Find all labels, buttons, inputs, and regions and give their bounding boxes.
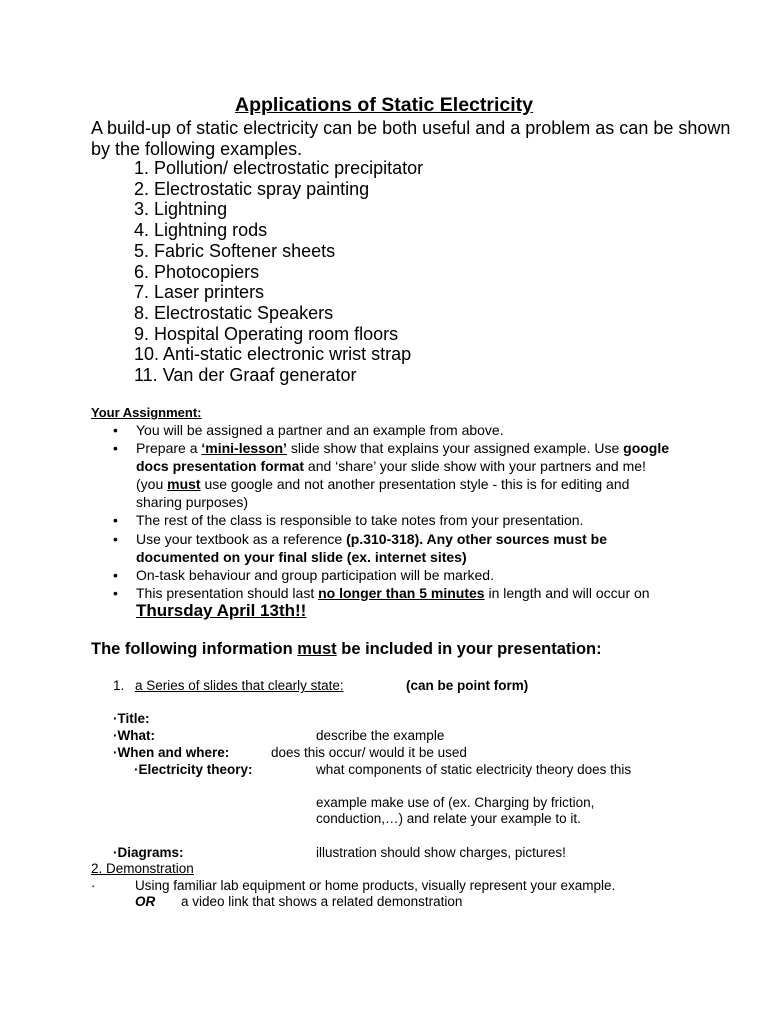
title-label: ·Title: [113, 711, 150, 726]
assignment-bullet: • The rest of the class is responsible to take notes from your presentation. [113, 511, 673, 529]
reference-emphasis: (p.310-318). Any other sources must be documented on your final slide (ex. internet sites) [136, 530, 608, 565]
demonstration-line-2: a video link that shows a related demonstration [181, 894, 463, 909]
page-title: Applications of Static Electricity [235, 94, 533, 116]
assignment-bullet: • On-task behaviour and group participation will be marked. [113, 566, 673, 584]
assignment-bullet: • Prepare a ‘mini-lesson’ slide show that explains your assigned example. Use google docs presentation format and ‘share’ your slide show with your partners and me! (you must use google and not another presentation style - this is for editing and sharing purposes) [113, 439, 673, 511]
assignment-bullet: • Use your textbook as a reference (p.310-318). Any other sources must be documented on your final slide (ex. internet sites) [113, 530, 673, 566]
must-emphasis: must [167, 476, 201, 493]
example-item: 7. Laser printers [134, 282, 265, 303]
assignment-bullet: • You will be assigned a partner and an example from above. [113, 421, 673, 439]
what-label: ·What: [113, 728, 155, 743]
example-item: 9. Hospital Operating room floors [134, 323, 399, 344]
presentation-date: Thursday April 13th!! [136, 600, 307, 620]
assignment-heading: Your Assignment: [91, 405, 202, 420]
example-item: 10. Anti-static electronic wrist strap [134, 344, 412, 365]
example-item: 11. Van der Graaf generator [134, 365, 357, 386]
example-item: 4. Lightning rods [134, 220, 268, 241]
requirements-heading: The following information must be included in your presentation: [91, 640, 602, 658]
intro-paragraph: A build-up of static electricity can be both useful and a problem as can be shown by the following examples. [91, 118, 731, 159]
example-item: 1. Pollution/ electrostatic precipitator [134, 158, 424, 178]
when-description: does this occur/ would it be used [271, 745, 467, 760]
demonstration-dot: · [91, 878, 96, 893]
demonstration-or: OR [135, 894, 156, 909]
theory-description-3: conduction,…) and relate your example to it. [316, 811, 581, 826]
example-item: 6. Photocopiers [134, 261, 260, 282]
slides-heading: a Series of slides that clearly state: [135, 678, 344, 693]
theory-description: what components of static electricity theory does this [316, 762, 632, 777]
when-label: ·When and where: [113, 745, 230, 760]
diagrams-description: illustration should show charges, pictures! [316, 845, 566, 860]
theory-label: ·Electricity theory: [134, 762, 253, 777]
example-item: 2. Electrostatic spray painting [134, 178, 370, 199]
example-item: 3. Lightning [134, 199, 228, 220]
demonstration-heading: 2. Demonstration [91, 861, 194, 876]
assignment-bullets [113, 421, 673, 620]
examples-list [134, 158, 423, 386]
theory-description-2: example make use of (ex. Charging by friction, [316, 795, 595, 810]
assignment-bullet: • This presentation should last no longer than 5 minutes in length and will occur on Thursday April 13th!! [113, 584, 673, 620]
diagrams-label: ·Diagrams: [113, 845, 184, 860]
format-emphasis: google docs presentation format [136, 440, 670, 475]
slides-number: 1. [113, 678, 125, 693]
time-limit-emphasis: no longer than 5 minutes [318, 584, 485, 601]
what-description: describe the example [316, 728, 445, 743]
mini-lesson-emphasis: ‘mini-lesson’ [201, 440, 287, 457]
example-item: 5. Fabric Softener sheets [134, 240, 336, 261]
slides-note: (can be point form) [406, 678, 529, 693]
example-item: 8. Electrostatic Speakers [134, 302, 334, 323]
demonstration-line-1: Using familiar lab equipment or home products, visually represent your example. [135, 878, 616, 893]
